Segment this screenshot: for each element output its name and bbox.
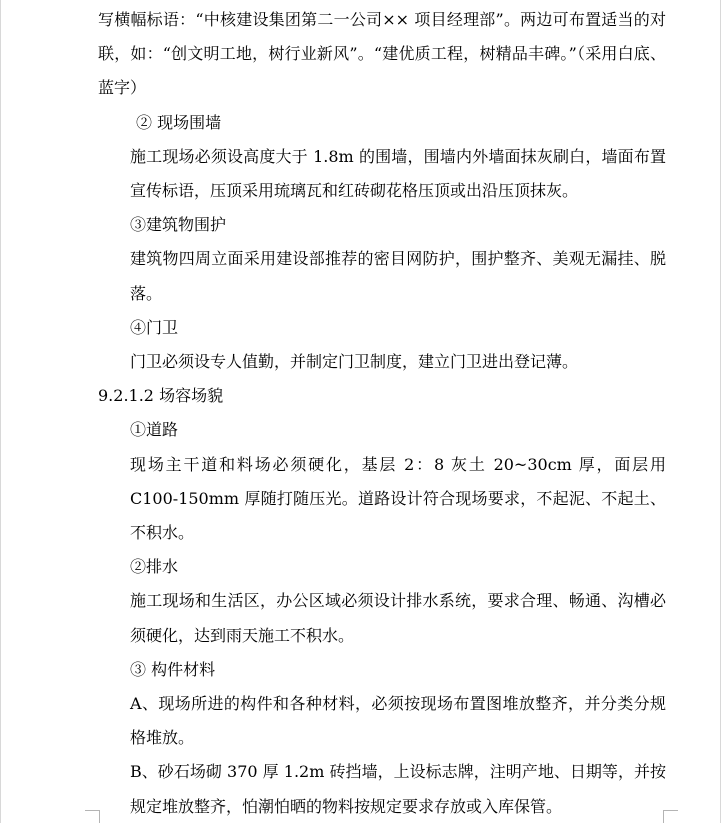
paragraph-banner-slogan: 写横幅标语：“中核建设集团第二一公司×× 项目经理部”。两边可布置适当的对联，如：“创文明工地，树行业新风”。“建优质工程，树精品丰碑。”（采用白底、蓝字）	[98, 10, 666, 98]
heading-gatekeeper: ④门卫	[130, 317, 179, 337]
paragraph-building-enclosure: 建筑物四周立面采用建设部推荐的密目网防护，围护整齐、美观无漏挂、脱落。	[130, 249, 666, 303]
heading-site-wall: ② 现场围墙	[136, 112, 222, 132]
paragraph-site-wall: 施工现场必须设高度大于 1.8m 的围墙，围墙内外墙面抹灰刷白，墙面布置宣传标语，压顶采用琉璃瓦和红砖砌花格压顶或出沿压顶抹灰。	[130, 146, 666, 201]
paragraph-materials-b: B、砂石场砌 370 厚 1.2m 砖挡墙，上设标志牌，注明产地、日期等，并按规定堆放整齐，怕潮怕晒的物料按规定要求存放或入库保管。	[130, 762, 666, 816]
section-heading-site-appearance: 9.2.1.2 场容场貌	[98, 386, 224, 406]
paragraph-gatekeeper: 门卫必须设专人值勤，并制定门卫制度，建立门卫进出登记薄。	[130, 352, 579, 372]
margin-corner-mark-right	[663, 810, 678, 823]
heading-building-enclosure: ③建筑物围护	[130, 215, 227, 235]
margin-corner-mark-left	[85, 810, 100, 823]
paragraph-drainage: 施工现场和生活区，办公区域必须设计排水系统，要求合理、畅通、沟槽必须硬化，达到雨天施工不积水。	[130, 591, 666, 645]
paragraph-roads: 现场主干道和料场必须硬化，基层 2：8 灰土 20~30cm 厚，面层用 C100-150mm 厚随打随压光。道路设计符合现场要求，不起泥、不起土、不积水。	[130, 454, 666, 543]
heading-materials: ③ 构件材料	[130, 659, 216, 679]
document-body	[98, 3, 666, 824]
heading-roads: ①道路	[130, 420, 179, 440]
paragraph-materials-a: A、现场所进的构件和各种材料，必须按现场布置图堆放整齐，并分类分规格堆放。	[130, 694, 666, 748]
heading-drainage: ②排水	[130, 557, 179, 577]
